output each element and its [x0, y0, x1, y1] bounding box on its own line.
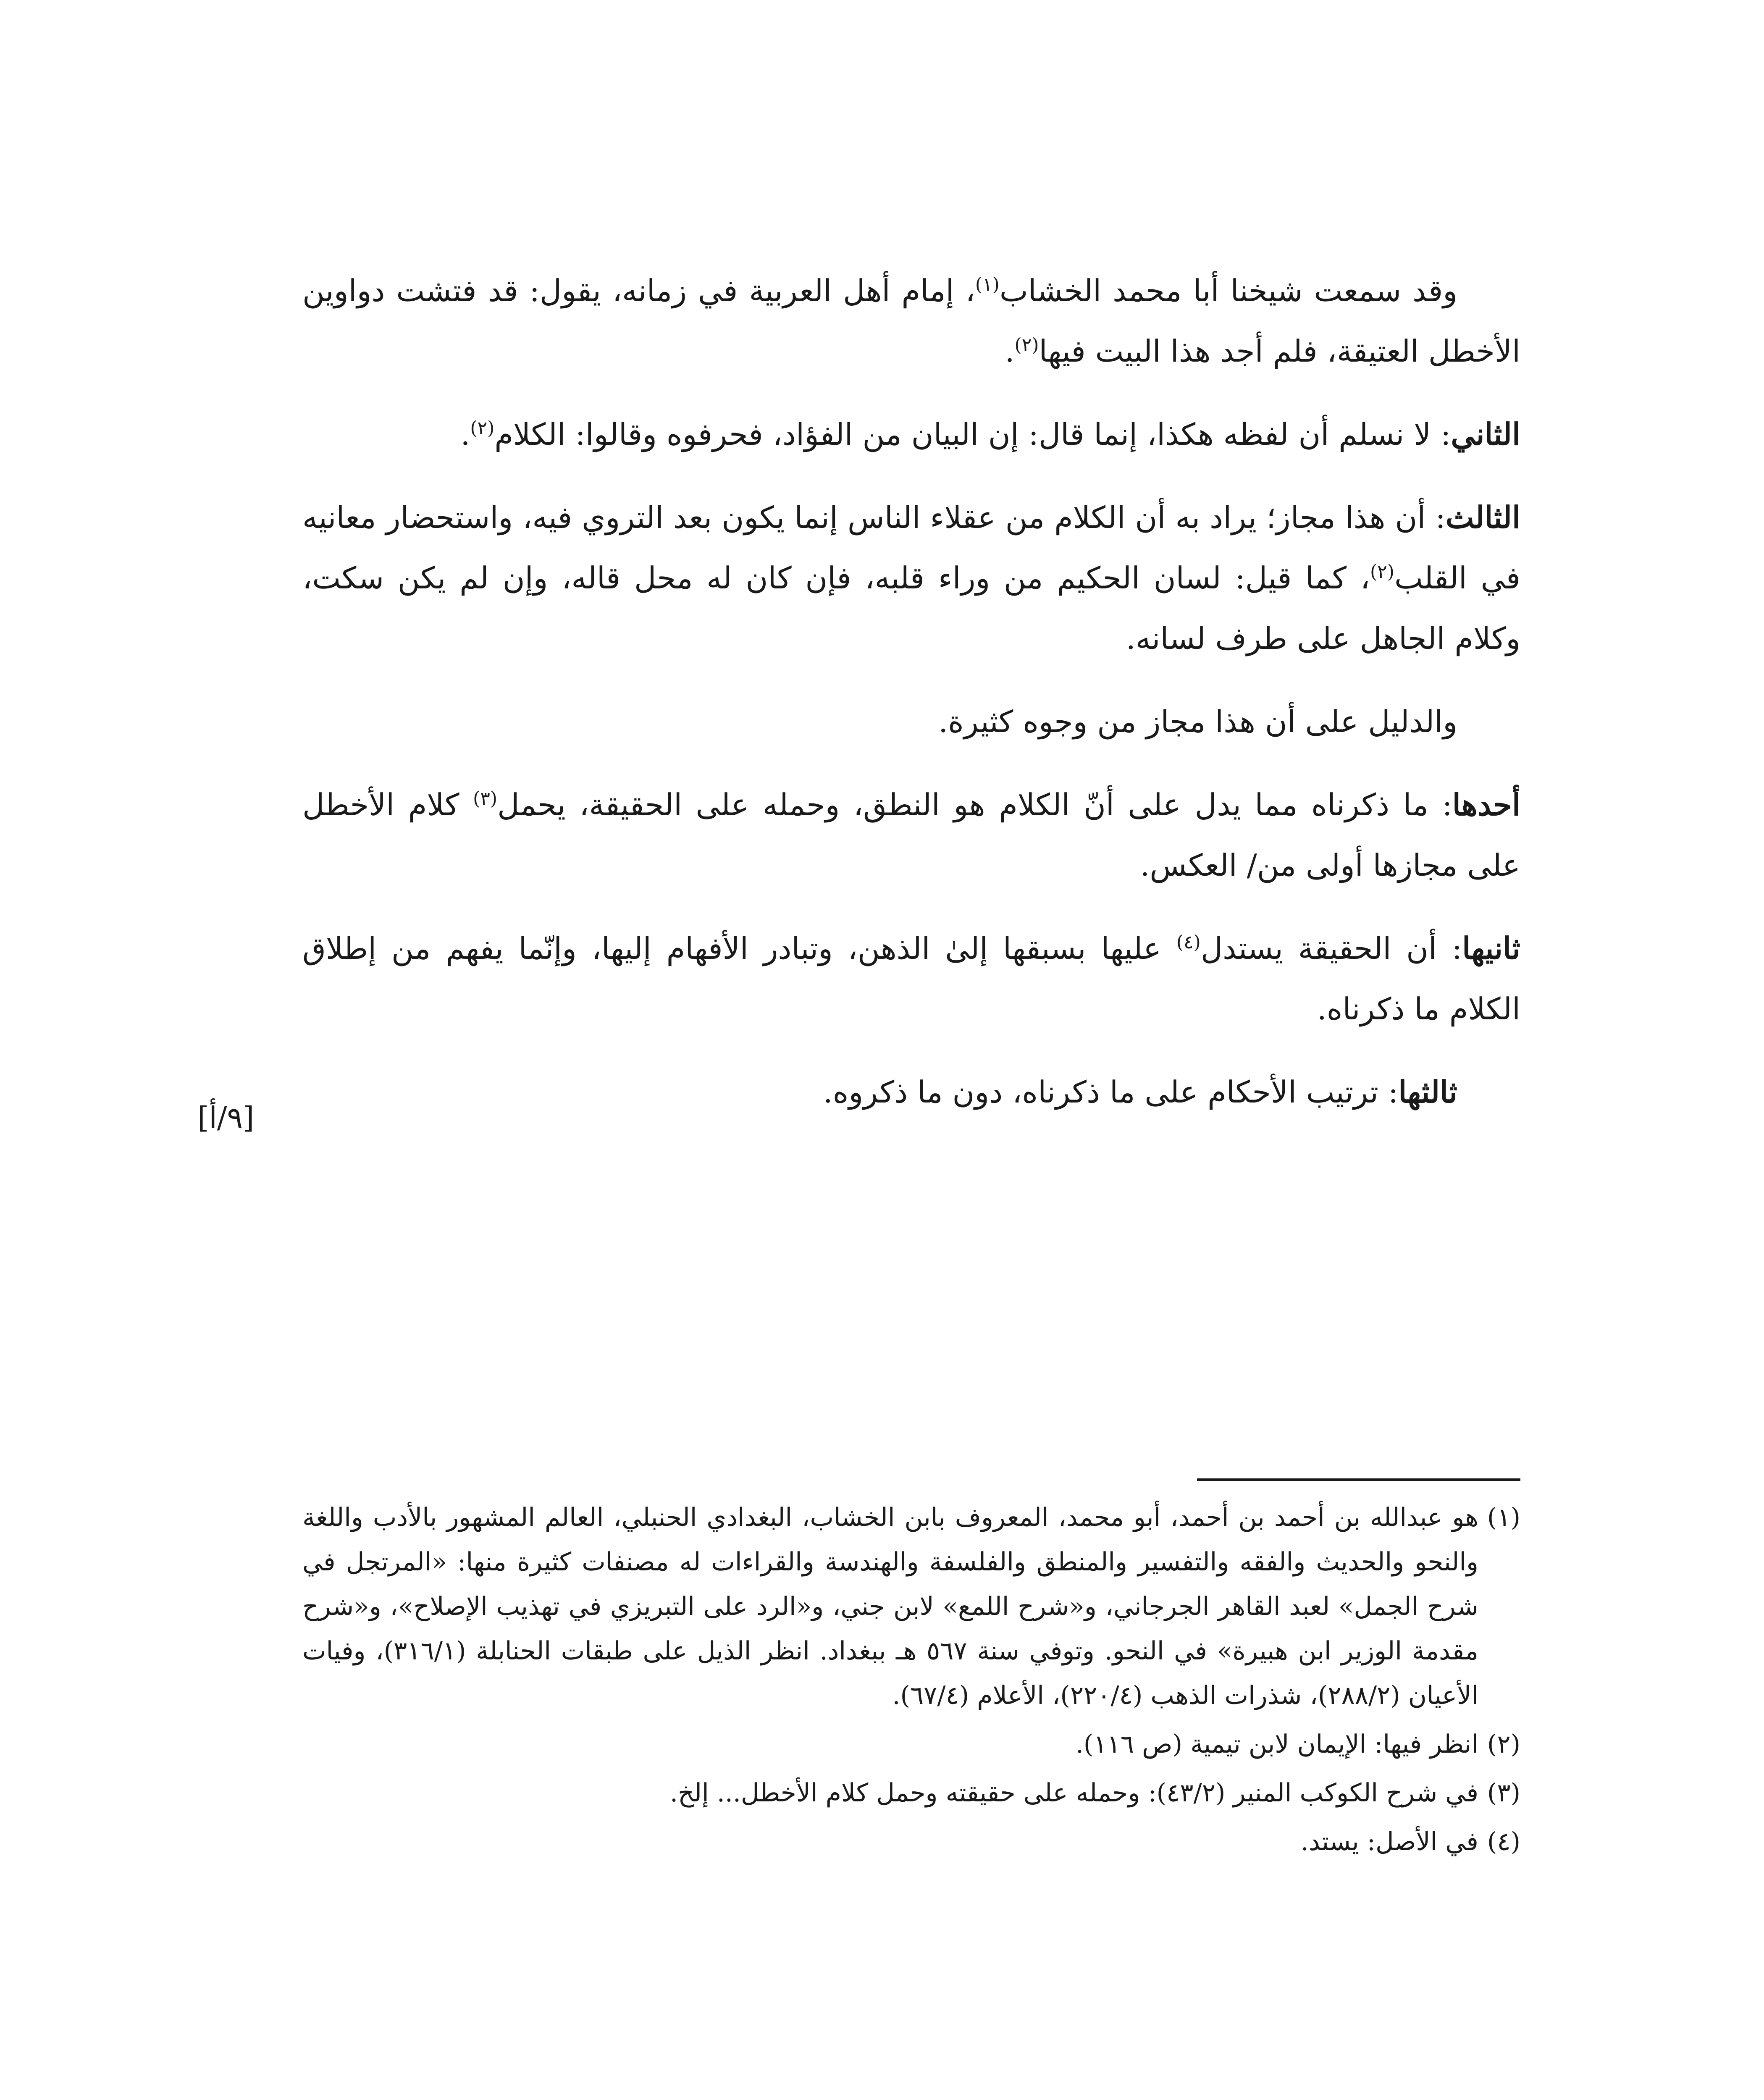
footnote-separator: [1197, 1478, 1520, 1481]
manuscript-folio-marker: [٩/أ]: [197, 1100, 255, 1135]
paragraph-6: [302, 918, 1520, 1039]
paragraph-2: [302, 404, 1520, 465]
p7-text: : ترتيب الأحكام على ما ذكرناه، دون ما ذكروه.: [823, 1074, 1399, 1110]
p3-rest: ، كما قيل: لسان الحكيم من وراء قلبه، فإن كان له محل قاله، وإن لم يكن سكت، وكلام الجاهل على طرف لسانه.: [302, 560, 1520, 656]
footnote-number: (١): [1487, 1503, 1520, 1532]
p2-text: : لا نسلم أن لفظه هكذا، إنما قال: إن البيان من الفؤاد، فحرفوه وقالوا: الكلام: [494, 417, 1451, 452]
footnote-1: [302, 1495, 1520, 1718]
footnote-2: [302, 1722, 1520, 1767]
p3-lead: الثالث: [1445, 499, 1520, 535]
footnote-number: (٢): [1487, 1730, 1520, 1759]
footnote-ref-4[interactable]: (٤): [1176, 932, 1201, 953]
footnotes: [302, 1495, 1520, 1868]
footnote-text: في الأصل: يستد.: [1300, 1827, 1478, 1856]
footnote-text: هو عبدالله بن أحمد بن أحمد، أبو محمد، المعروف بابن الخشاب، البغدادي الحنبلي، العالم المشهور بالأدب واللغة والنحو والحديث والفقه والتفسير والمنطق والفلسفة والهندسة والقراءات له مصنفات كثيرة منها: «المرتجل في شرح الجمل» لعبد القاهر الجرجاني، و«شرح اللمع» لابن جني، و«الرد على التبريزي في تهذيب الإصلاح»، و«شرح مقدمة الوزير ابن هبيرة» في النحو. وتوفي سنة ٥٦٧ هـ ببغداد. انظر الذيل على طبقات الحنابلة (٣١٦/١)، وفيات الأعيان (٢٨٨/٢)، شذرات الذهب (٢٢٠/٤)، الأعلام (٦٧/٤).: [302, 1503, 1479, 1710]
paragraph-5: [302, 774, 1520, 895]
footnote-text: في شرح الكوكب المنير (٤٣/٢): وحمله على حقيقته وحمل كلام الأخطل... إلخ.: [670, 1778, 1478, 1808]
paragraph-7: [302, 1062, 1520, 1122]
p1-end: .: [1005, 333, 1015, 369]
p4-text: والدليل على أن هذا مجاز من وجوه كثيرة.: [938, 704, 1457, 739]
paragraph-3: [302, 487, 1520, 669]
p7-lead: ثالثها: [1398, 1074, 1457, 1110]
footnote-ref-2b[interactable]: (٢): [470, 417, 495, 439]
p6-rest: عليها بسبقها إلىٰ الذهن، وتبادر الأفهام إليها، وإنّما يفهم من إطلاق الكلام ما ذكرناه.: [302, 931, 1520, 1026]
footnote-ref-1[interactable]: (١): [975, 274, 1000, 295]
p6-text: : أن الحقيقة يستدل: [1200, 931, 1462, 966]
footnote-number: (٣): [1487, 1778, 1520, 1808]
p3-text: : أن هذا مجاز؛ يراد به أن الكلام من عقلاء الناس إنما يكون بعد التروي فيه، واستحضار معانيه في القلب: [302, 500, 1521, 596]
footnote-3: [302, 1771, 1520, 1815]
p5-lead: أحدها: [1452, 787, 1520, 822]
p1-text: وقد سمعت شيخنا أبا محمد الخشاب: [999, 273, 1458, 308]
footnote-ref-3[interactable]: (٣): [473, 788, 498, 809]
footnote-text: انظر فيها: الإيمان لابن تيمية (ص ١١٦).: [1075, 1730, 1478, 1759]
p5-rest: كلام الأخطل على مجازها أولى من/ العكس.: [302, 787, 1520, 883]
paragraph-1: [302, 260, 1520, 381]
footnote-4: [302, 1819, 1520, 1864]
p1-rest: ، إمام أهل العربية في زمانه، يقول: قد فتشت دواوين الأخطل العتيقة، فلم أجد هذا البيت فيها: [302, 273, 1520, 369]
p2-end: .: [460, 417, 470, 452]
paragraph-4: [302, 691, 1520, 752]
p6-lead: ثانيها: [1462, 930, 1520, 966]
p2-lead: الثاني: [1451, 416, 1520, 452]
p5-text: : ما ذكرناه مما يدل على أنّ الكلام هو النطق، وحمله على الحقيقة، يحمل: [497, 787, 1452, 822]
footnote-ref-2c[interactable]: (٢): [1370, 561, 1394, 583]
main-text: [302, 260, 1520, 1145]
footnote-ref-2[interactable]: (٢): [1014, 334, 1039, 356]
footnote-number: (٤): [1487, 1827, 1520, 1856]
